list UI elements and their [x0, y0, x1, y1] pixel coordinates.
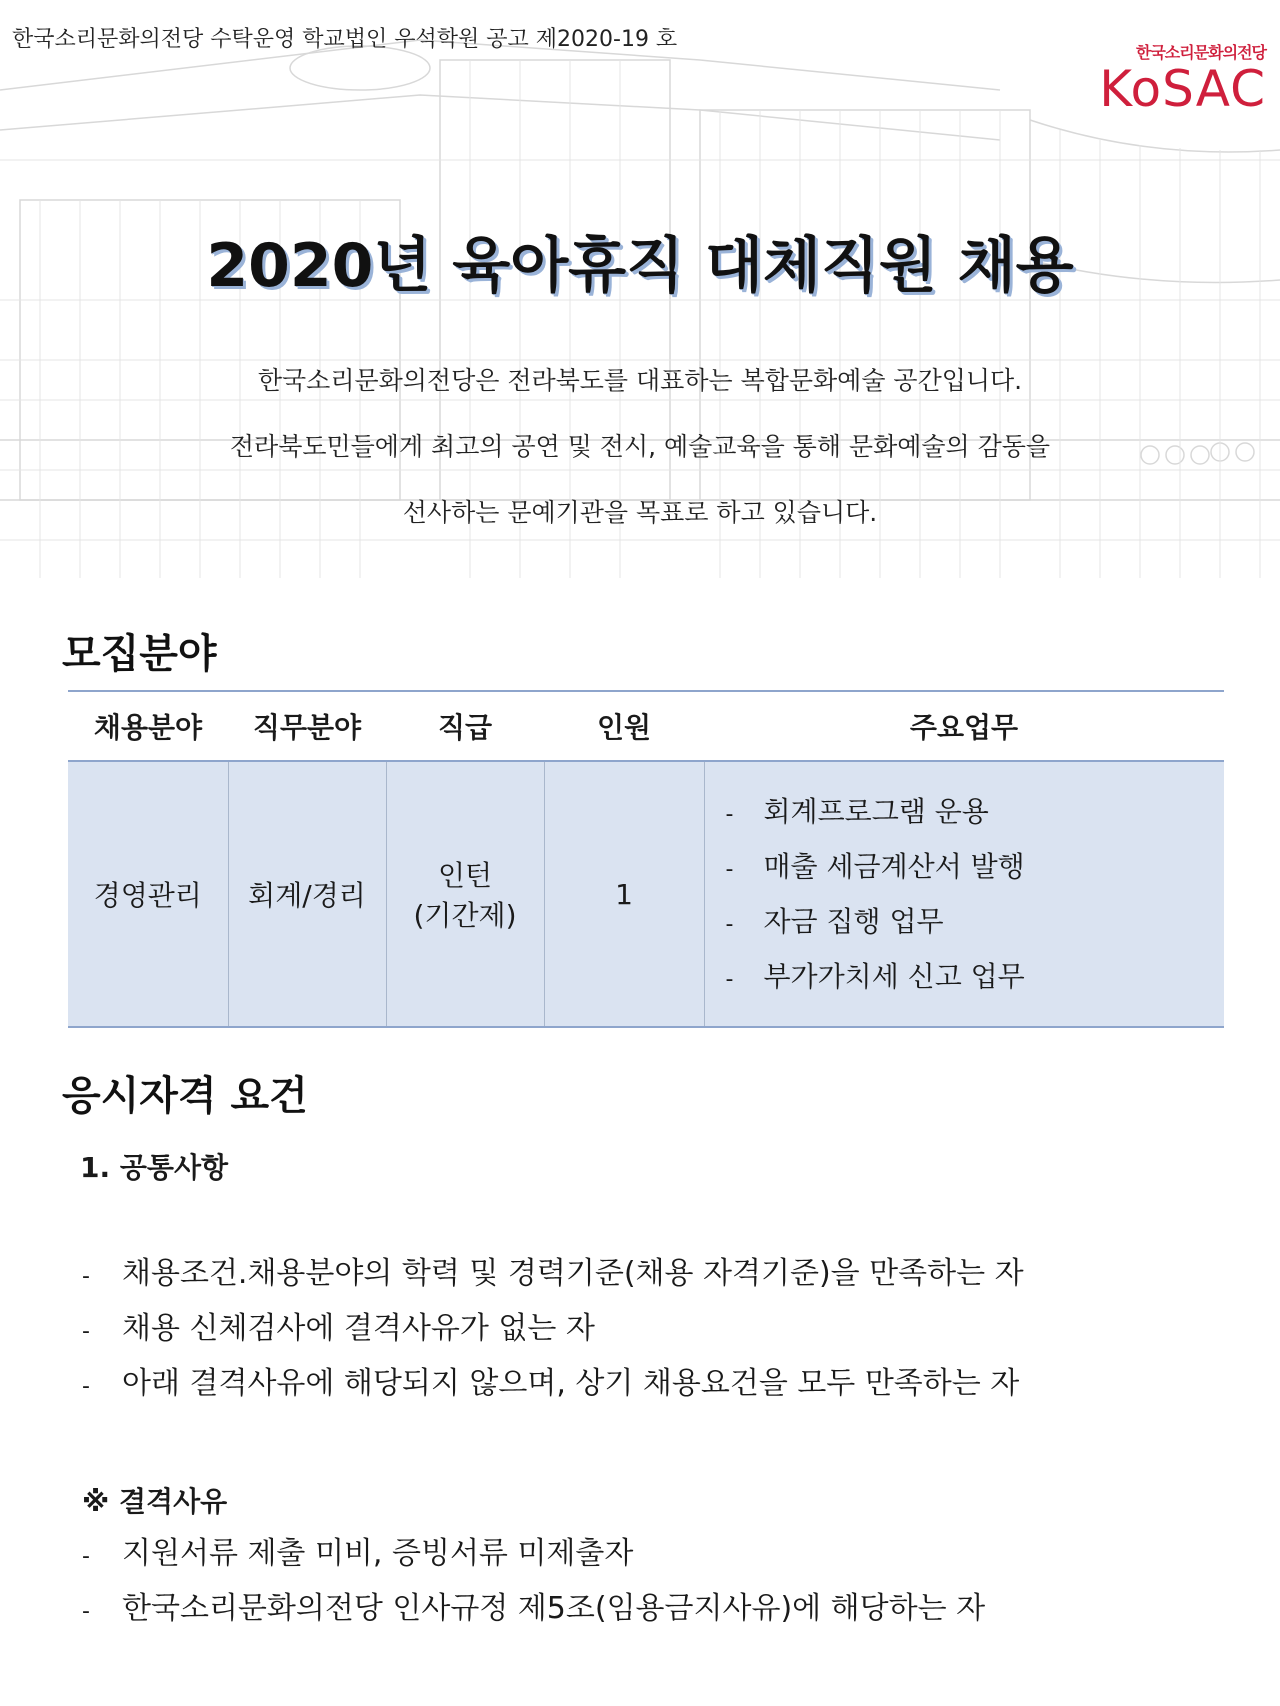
intro-line-1: 한국소리문화의전당은 전라북도를 대표하는 복합문화예술 공간입니다.	[257, 366, 1023, 395]
dash-bullet: -	[725, 802, 734, 827]
dash-bullet: -	[725, 967, 734, 992]
cell-job: 회계/경리	[228, 761, 386, 1027]
requirement-text: 채용 신체검사에 결격사유가 없는 자	[122, 1311, 595, 1346]
disqualification-list	[82, 1526, 985, 1636]
common-requirements-list	[82, 1246, 1024, 1411]
disqualification-title: ※ 결격사유	[82, 1485, 228, 1518]
col-header-rank: 직급	[386, 691, 544, 761]
dash-bullet: -	[725, 912, 734, 937]
cell-count: 1	[544, 761, 704, 1027]
dash-bullet: -	[82, 1319, 90, 1344]
col-header-count: 인원	[544, 691, 704, 761]
dash-bullet: -	[82, 1374, 90, 1399]
duties-list	[706, 784, 1224, 1004]
list-item	[82, 1526, 985, 1581]
qualification-heading: 응시자격 요건	[62, 1073, 308, 1119]
requirement-text: 아래 결격사유에 해당되지 않으며, 상기 채용요건을 모두 만족하는 자	[122, 1366, 1020, 1401]
intro-line-2: 전라북도민들에게 최고의 공연 및 전시, 예술교육을 통해 문화예술의 감동을	[229, 432, 1051, 461]
kosac-logo	[1099, 40, 1266, 118]
cell-field: 경영관리	[68, 761, 228, 1027]
list-item	[82, 1356, 1024, 1411]
logo-english-text: KoSAC	[1099, 60, 1266, 118]
list-item	[726, 839, 1224, 894]
dash-bullet: -	[82, 1599, 90, 1624]
list-item	[82, 1246, 1024, 1301]
recruit-heading: 모집분야	[62, 631, 217, 677]
list-item	[726, 949, 1224, 1004]
disqualification-text: 지원서류 제출 미비, 증빙서류 미제출자	[122, 1536, 634, 1571]
logo-korean-text: 한국소리문화의전당	[1135, 43, 1266, 62]
cell-duties	[704, 761, 1224, 1027]
disqualification-text: 한국소리문화의전당 인사규정 제5조(임용금지사유)에 해당하는 자	[122, 1591, 986, 1626]
dash-bullet: -	[725, 857, 734, 882]
table-header-row	[68, 691, 1224, 761]
list-item	[82, 1301, 1024, 1356]
duty-text: 매출 세금계산서 발행	[763, 850, 1025, 883]
list-item	[82, 1581, 985, 1636]
cell-rank	[386, 761, 544, 1027]
common-section-title: 1. 공통사항	[80, 1151, 229, 1184]
page-title: 2020년 육아휴직 대체직원 채용	[206, 231, 1074, 301]
duty-text: 부가가치세 신고 업무	[763, 960, 1025, 993]
notice-number: 한국소리문화의전당 수탁운영 학교법인 우석학원 공고 제2020-19 호	[12, 27, 678, 52]
requirement-text: 채용조건.채용분야의 학력 및 경력기준(채용 자격기준)을 만족하는 자	[122, 1256, 1024, 1291]
col-header-duties: 주요업무	[704, 691, 1224, 761]
duty-text: 자금 집행 업무	[763, 905, 944, 938]
hero-banner	[0, 0, 1280, 578]
col-header-field: 채용분야	[68, 691, 228, 761]
intro-line-3: 선사하는 문예기관을 목표로 하고 있습니다.	[402, 498, 878, 527]
dash-bullet: -	[82, 1544, 90, 1569]
intro-text	[0, 362, 1280, 560]
recruit-table	[68, 690, 1224, 1028]
duty-text: 회계프로그램 운용	[763, 795, 989, 828]
rank-line-1: 인턴	[437, 859, 493, 892]
rank-line-2: (기간제)	[413, 899, 517, 932]
list-item	[726, 894, 1224, 949]
dash-bullet: -	[82, 1264, 90, 1289]
table-row	[68, 761, 1224, 1027]
list-item	[726, 784, 1224, 839]
col-header-job: 직무분야	[228, 691, 386, 761]
